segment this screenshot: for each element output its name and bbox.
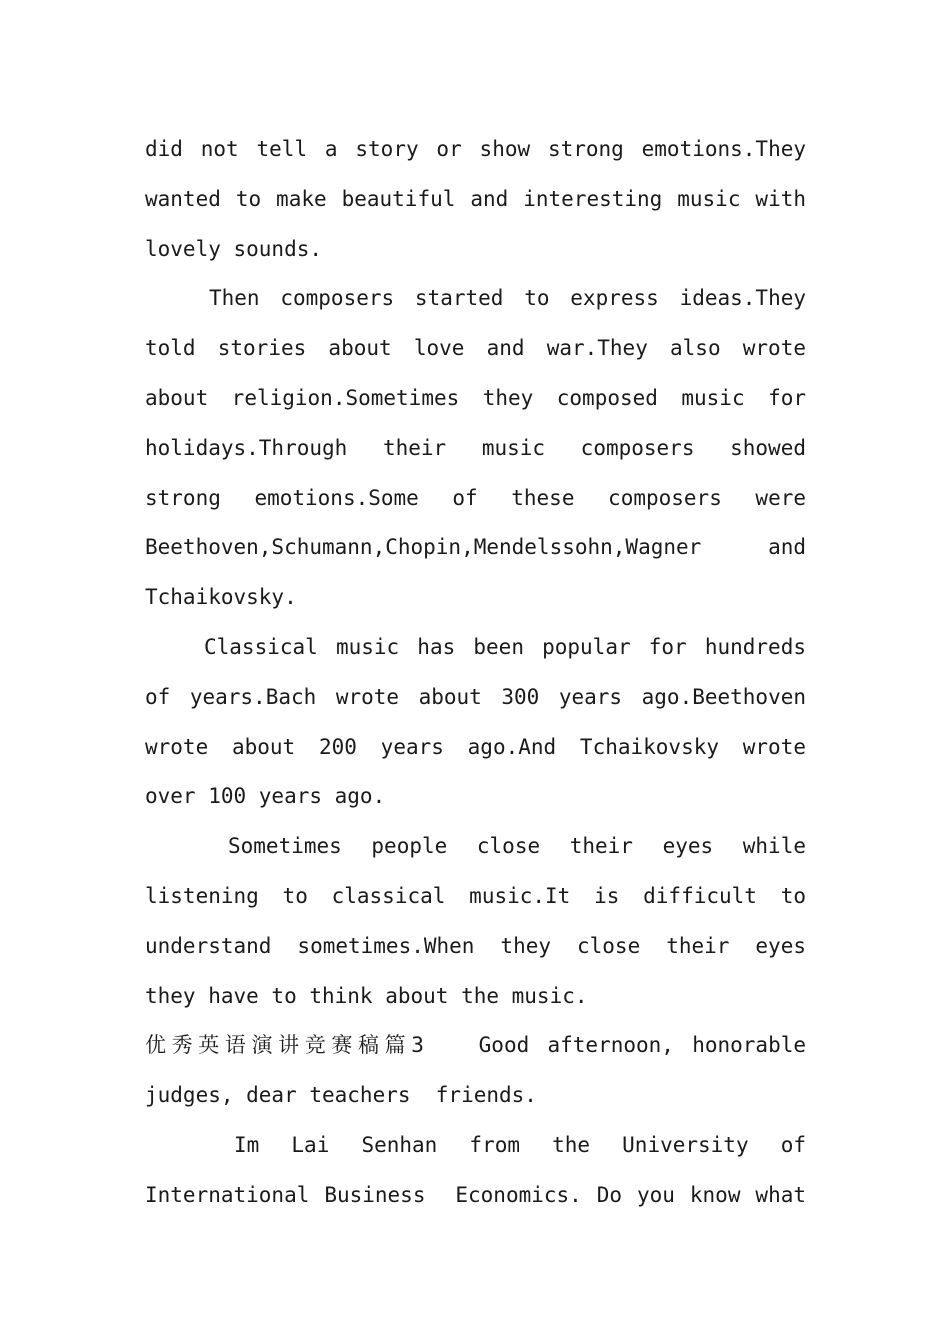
text-line-content: told stories about love and war.They also wrote: [145, 336, 806, 361]
text-line-content: International Business Economics. Do you know what: [145, 1182, 806, 1207]
text-line-content: Tchaikovsky.: [145, 585, 297, 610]
text-line: [145, 772, 806, 822]
text-line: [145, 1121, 806, 1171]
text-line-content: about religion.Sometimes they composed music for: [145, 385, 806, 410]
text-line-content: Sometimes people close their eyes while: [228, 834, 806, 859]
text-line: [145, 424, 806, 474]
text-line: [145, 1171, 806, 1221]
text-line-content: judges, dear teachers friends.: [145, 1083, 537, 1108]
text-line-content: wanted to make beautiful and interesting music with: [145, 186, 806, 211]
text-line: [145, 274, 806, 324]
text-line-content: understand sometimes.When they close their eyes: [145, 933, 806, 958]
text-line: [145, 324, 806, 374]
text-line-content: Then composers started to express ideas.They: [209, 286, 806, 311]
text-line: [145, 125, 806, 175]
text-line: [145, 374, 806, 424]
text-line-content: lovely sounds.: [145, 236, 323, 261]
text-line: [145, 872, 806, 922]
text-line: [145, 673, 806, 723]
text-line: [145, 623, 806, 673]
text-line-content: of years.Bach wrote about 300 years ago.Beethoven: [145, 684, 806, 709]
text-line-content: Im Lai Senhan from the University of: [234, 1132, 806, 1157]
text-line-content: listening to classical music.It is difficult to: [145, 883, 806, 908]
text-line: [145, 573, 806, 623]
document-body: [145, 125, 806, 1221]
text-line: [145, 225, 806, 275]
text-line-content: wrote about 200 years ago.And Tchaikovsky wrote: [145, 734, 806, 759]
text-line-content: Classical music has been popular for hundreds: [204, 634, 806, 659]
text-line: [145, 175, 806, 225]
text-line-content: strong emotions.Some of these composers were: [145, 485, 806, 510]
text-line-content: Beethoven,Schumann,Chopin,Mendelssohn,Wagner and: [145, 535, 806, 560]
text-line-content: 优秀英语演讲竞赛稿篇3 Good afternoon, honorable: [145, 1033, 806, 1058]
text-line: [145, 474, 806, 524]
text-line: [145, 1071, 806, 1121]
text-line: [145, 723, 806, 773]
text-line: [145, 523, 806, 573]
text-line: [145, 822, 806, 872]
text-line-content: over 100 years ago.: [145, 784, 386, 809]
text-line: [145, 922, 806, 972]
text-line: [145, 1021, 806, 1071]
text-line-content: holidays.Through their music composers showed: [145, 435, 806, 460]
text-line: [145, 972, 806, 1022]
text-line-content: did not tell a story or show strong emotions.They: [145, 137, 806, 161]
text-line-content: they have to think about the music.: [145, 983, 588, 1008]
